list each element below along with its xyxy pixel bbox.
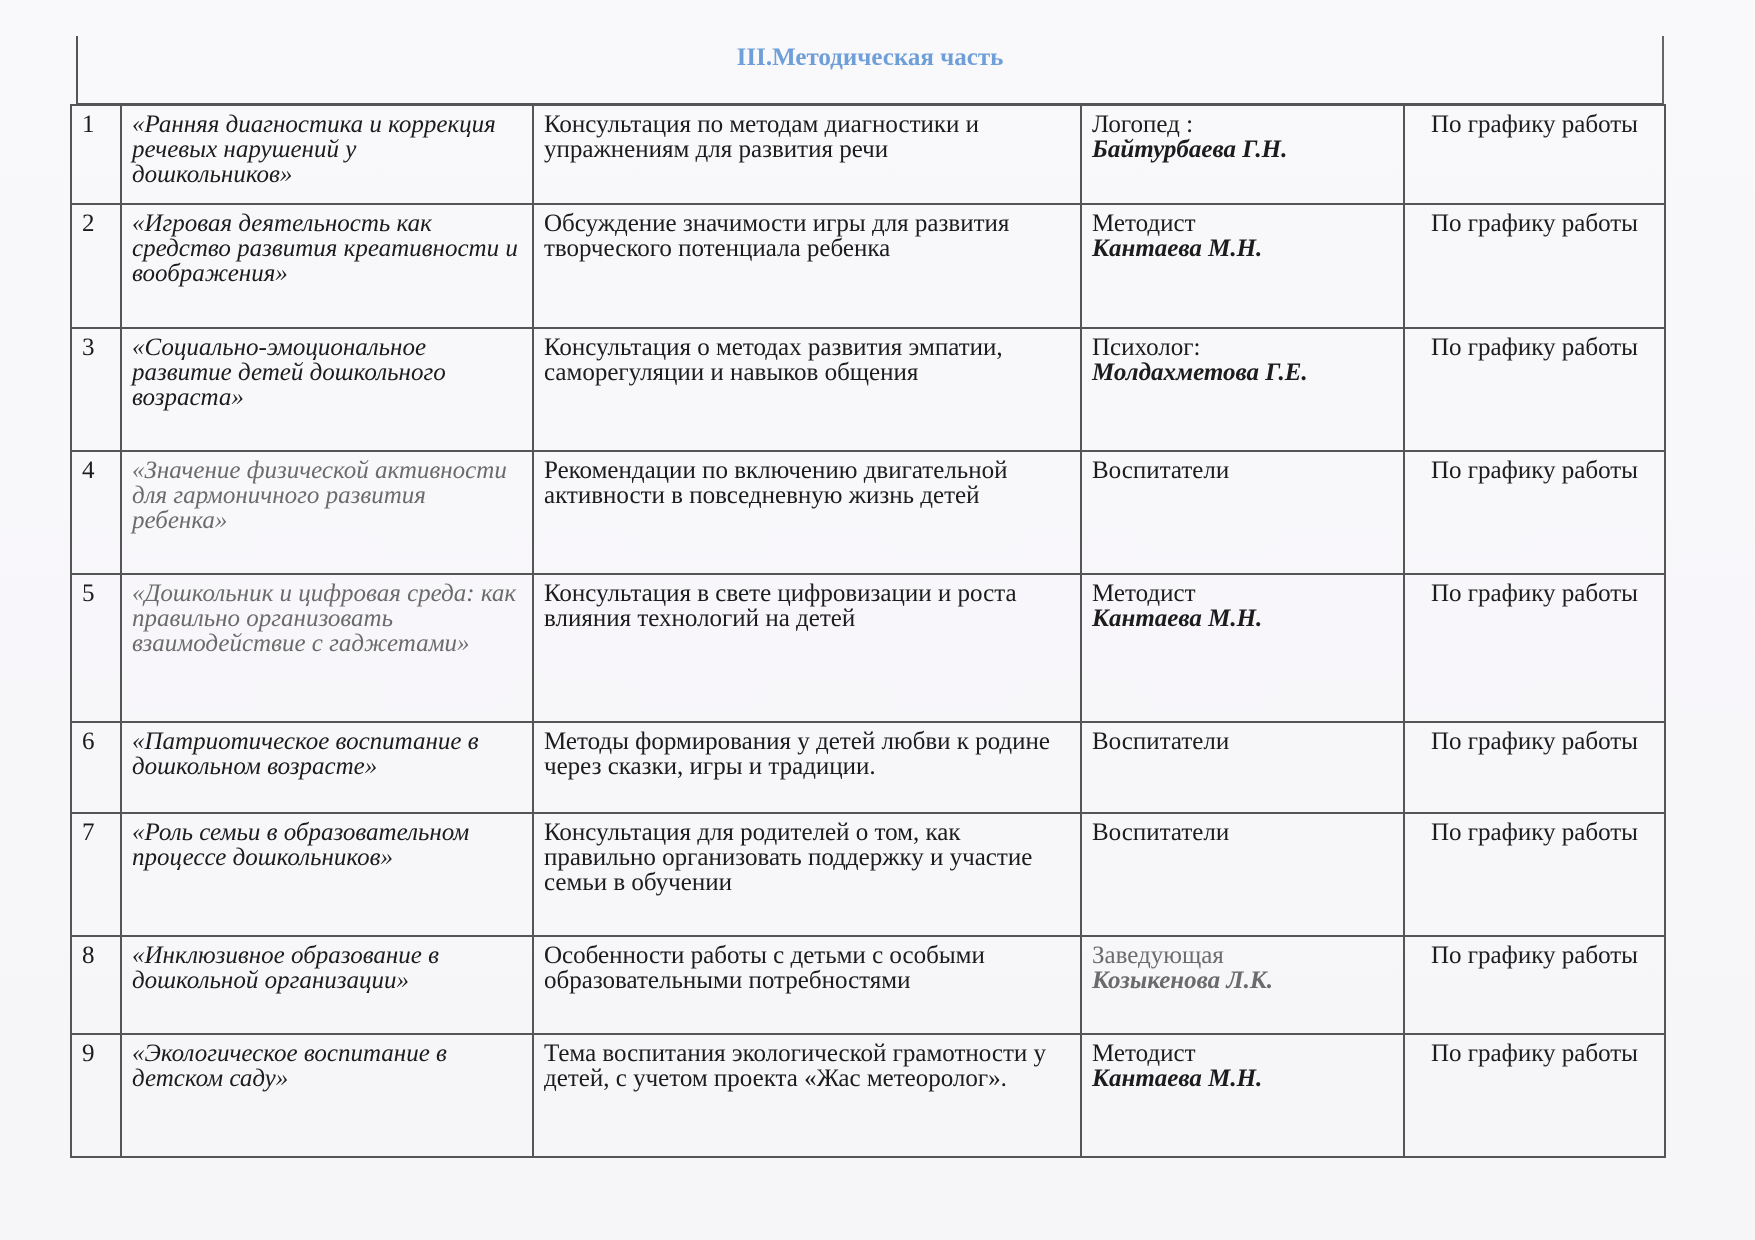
section-title: III.Методическая часть [736,44,1004,71]
methodical-plan-table [70,104,1666,1158]
description-cell: Тема воспитания экологической грамотности у детей, с учетом проекта «Жас метеоролог». [533,1034,1081,1157]
responsible-role: Психолог: [1092,334,1201,361]
table-row [71,574,1665,722]
responsible-cell [1081,328,1404,451]
topic-cell: «Патриотическое воспитание в дошкольном возрасте» [121,722,533,813]
section-header [76,36,1664,105]
responsible-cell [1081,105,1404,204]
term-cell: По графику работы [1404,105,1665,204]
responsible-role: Методист [1092,210,1196,237]
responsible-person: Байтурбаева Г.Н. [1092,136,1288,163]
responsible-role: Воспитатели [1092,457,1230,484]
description-cell: Консультация о методах развития эмпатии, саморегуляции и навыков общения [533,328,1081,451]
term-cell: По графику работы [1404,722,1665,813]
term-cell: По графику работы [1404,1034,1665,1157]
table-row [71,813,1665,936]
row-number: 3 [71,328,121,451]
term-cell: По графику работы [1404,451,1665,574]
responsible-role: Воспитатели [1092,819,1230,846]
responsible-cell [1081,1034,1404,1157]
row-number: 6 [71,722,121,813]
row-number: 2 [71,204,121,328]
responsible-person: Кантаева М.Н. [1092,1065,1263,1092]
topic-cell: «Инклюзивное образование в дошкольной организации» [121,936,533,1034]
topic-cell: «Игровая деятельность как средство развития креативности и воображения» [121,204,533,328]
table-row [71,451,1665,574]
description-cell: Методы формирования у детей любви к родине через сказки, игры и традиции. [533,722,1081,813]
responsible-role: Логопед : [1092,111,1194,138]
description-cell: Консультация в свете цифровизации и роста влияния технологий на детей [533,574,1081,722]
description-cell: Особенности работы с детьми с особыми образовательными потребностями [533,936,1081,1034]
responsible-role: Методист [1092,580,1196,607]
term-cell: По графику работы [1404,204,1665,328]
table-row [71,1034,1665,1157]
topic-cell: «Социально-эмоциональное развитие детей дошкольного возраста» [121,328,533,451]
topic-cell: «Ранняя диагностика и коррекция речевых нарушений у дошкольников» [121,105,533,204]
responsible-role: Заведующая [1092,942,1224,969]
description-cell: Рекомендации по включению двигательной активности в повседневную жизнь детей [533,451,1081,574]
responsible-cell [1081,451,1404,574]
responsible-person: Козыкенова Л.К. [1092,967,1274,994]
table-row [71,328,1665,451]
topic-cell: «Роль семьи в образовательном процессе дошкольников» [121,813,533,936]
responsible-cell [1081,936,1404,1034]
table-row [71,936,1665,1034]
responsible-cell [1081,574,1404,722]
row-number: 8 [71,936,121,1034]
responsible-person: Кантаева М.Н. [1092,235,1263,262]
description-cell: Обсуждение значимости игры для развития творческого потенциала ребенка [533,204,1081,328]
row-number: 7 [71,813,121,936]
term-cell: По графику работы [1404,574,1665,722]
description-cell: Консультация для родителей о том, как правильно организовать поддержку и участие семьи в обучении [533,813,1081,936]
term-cell: По графику работы [1404,936,1665,1034]
row-number: 1 [71,105,121,204]
responsible-role: Воспитатели [1092,728,1230,755]
row-number: 5 [71,574,121,722]
table-row [71,105,1665,204]
responsible-cell [1081,204,1404,328]
term-cell: По графику работы [1404,813,1665,936]
table-row [71,204,1665,328]
responsible-person: Молдахметова Г.Е. [1092,359,1308,386]
responsible-person: Кантаева М.Н. [1092,605,1263,632]
description-cell: Консультация по методам диагностики и упражнениям для развития речи [533,105,1081,204]
row-number: 9 [71,1034,121,1157]
table-row [71,722,1665,813]
topic-cell: «Значение физической активности для гармоничного развития ребенка» [121,451,533,574]
responsible-cell [1081,722,1404,813]
responsible-cell [1081,813,1404,936]
topic-cell: «Экологическое воспитание в детском саду» [121,1034,533,1157]
responsible-role: Методист [1092,1040,1196,1067]
topic-cell: «Дошкольник и цифровая среда: как правильно организовать взаимодействие с гаджетами» [121,574,533,722]
term-cell: По графику работы [1404,328,1665,451]
row-number: 4 [71,451,121,574]
